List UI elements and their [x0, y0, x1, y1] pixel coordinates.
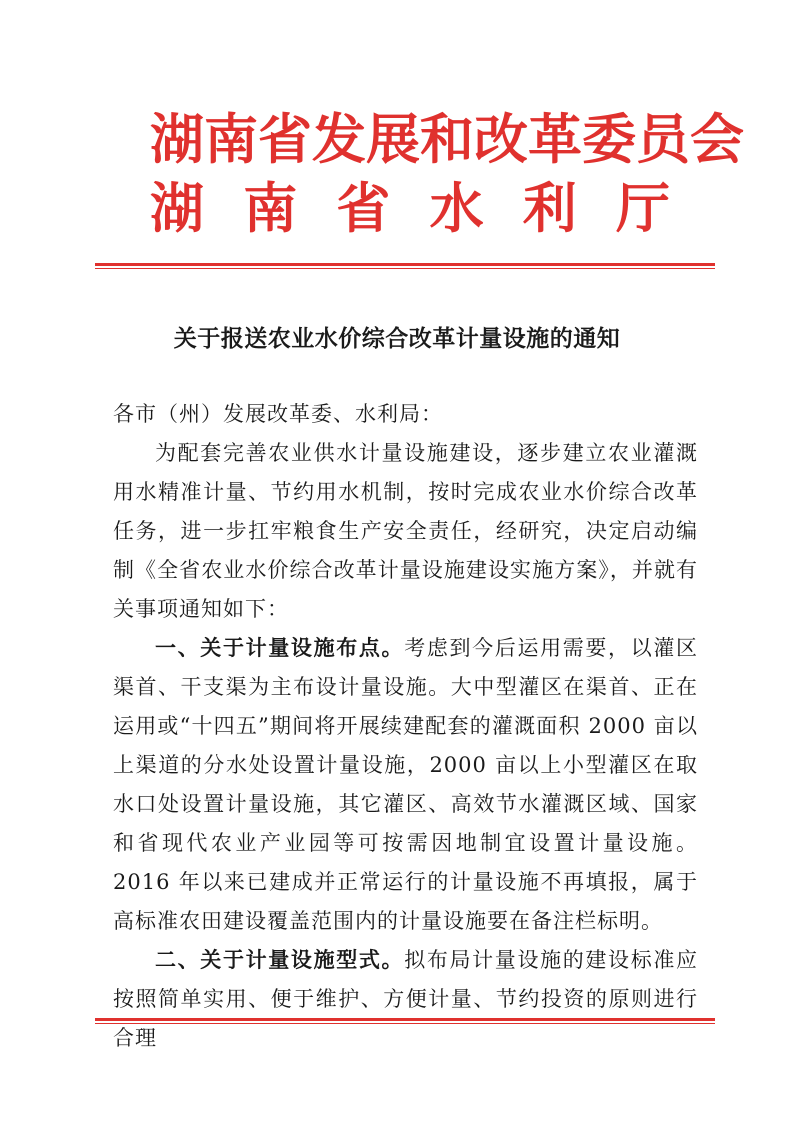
issuer-char: 展 — [366, 108, 420, 171]
issuer-char: 员 — [636, 108, 690, 171]
issuer-char: 利 — [522, 177, 577, 240]
issuer-name-line-2 — [150, 177, 670, 240]
issuer-char: 南 — [243, 177, 298, 240]
intro-paragraph: 为配套完善农业供水计量设施建设，逐步建立农业灌溉用水精准计量、节约用水机制，按时完成农业水价综合改革任务，进一步扛牢粮食生产安全责任，经研究，决定启动编制《全省农业水价综合改革计量设施建设实施方案》，并就有关事项通知如下： — [113, 441, 698, 621]
issuer-char: 湖 — [150, 108, 204, 171]
section-1-paragraph — [113, 629, 698, 941]
section-2-heading: 二、关于计量设施型式。 — [155, 948, 405, 972]
section-1-text: 考虑到今后运用需要，以灌区渠首、干支渠为主布设计量设施。大中型灌区在渠首、正在运用或“十四五”期间将开展续建配套的灌溉面积 2000 亩以上渠道的分水处设置计量设施，2000 亩以上小型灌区在取水口处设置计量设施，其它灌区、高效节水灌溉区域、国家和省现代农业产业园等可按需因地制宜设置计量设施。2016 年以来已建成并正常运行的计量设施不再填报，属于高标准农田建设覆盖范围内的计量设施要在备注栏标明。 — [113, 636, 699, 933]
salutation: 各市（州）发展改革委、水利局： — [113, 402, 443, 426]
section-2-paragraph — [113, 941, 698, 1058]
issuer-char: 省 — [258, 108, 312, 171]
issuer-char: 南 — [204, 108, 258, 171]
footer-red-rule-thick — [95, 1018, 715, 1021]
issuer-char: 厅 — [615, 177, 670, 240]
issuer-char: 会 — [690, 108, 744, 171]
issuer-char: 和 — [420, 108, 474, 171]
section-2-text: 拟布局计量设施的建设标准应按照简单实用、便于维护、方便计量、节约投资的原则进行合理 — [113, 948, 699, 1050]
document-title: 关于报送农业水价综合改革计量设施的通知 — [173, 326, 621, 352]
header-red-rule-thick — [95, 263, 715, 266]
document-body — [113, 395, 698, 1058]
issuer-char: 革 — [528, 108, 582, 171]
issuer-char: 发 — [312, 108, 366, 171]
section-1-heading: 一、关于计量设施布点。 — [155, 636, 405, 660]
issuer-char: 湖 — [150, 177, 204, 240]
footer-red-rule-thin — [95, 1023, 715, 1024]
issuer-char: 水 — [429, 177, 484, 240]
issuer-char: 省 — [336, 177, 391, 240]
issuer-char: 委 — [582, 108, 636, 171]
issuer-name-line-1 — [150, 108, 744, 171]
issuer-char: 改 — [474, 108, 528, 171]
header-red-rule-thin — [95, 268, 715, 269]
